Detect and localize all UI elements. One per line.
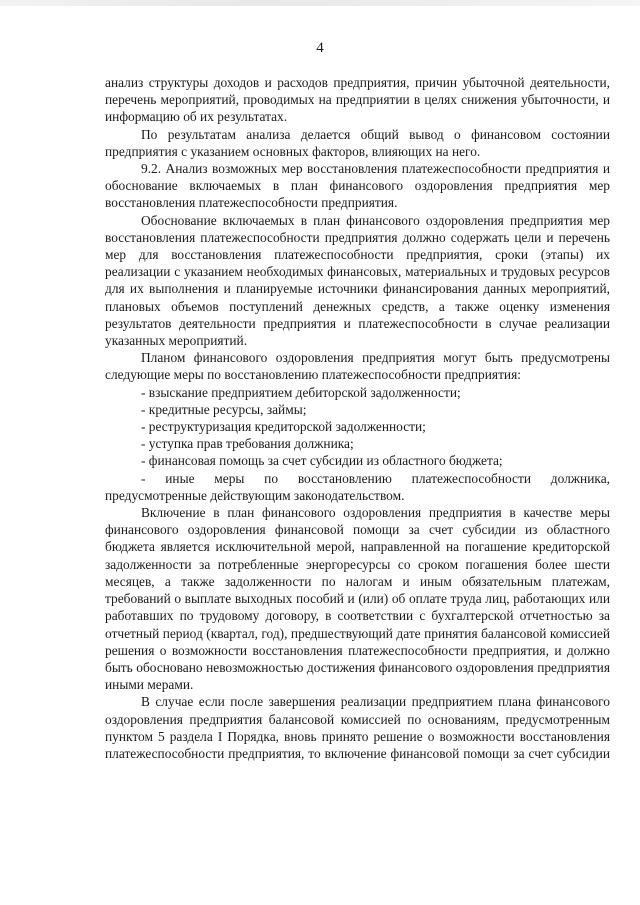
paragraph-subsidy-inclusion: Включение в план финансового оздоровления предприятия в качестве меры финансового оздоровления финансовой помощи за счет субсидии из областного бюджета является исключительной мерой, направленной на погашение кредиторской задолженности за потребленные энергоресурсы со сроком погашения более шести месяцев, а также задолженности по налогам и иным обязательным платежам, требований о выплате выходных пособий и (или) об оплате труда лиц, работающих или работавших по трудовому договору, в соответствии с бухгалтерской отчетностью за отчетный период (квартал, год), предшествующий дате принятия балансовой комиссией решения о возможности восстановления платежеспособности предприятия, и должно быть обосновано невозможностью достижения финансового оздоровления предприятия иными мерами. xyxy=(105,505,610,693)
paragraph-analysis-results: По результатам анализа делается общий вывод о финансовом состоянии предприятия с указанием основных факторов, влияющих на него. xyxy=(105,126,610,159)
paragraph-justification: Обоснование включаемых в план финансового оздоровления предприятия мер восстановления платежеспособности предприятия должно содержать цели и перечень мер для восстановления платежеспособности предприятия, сроки (этапы) их реализации с указанием необходимых финансовых, материальных и трудовых ресурсов для их выполнения и планируемые источники финансирования данных мероприятий, плановых объемов поступлений денежных средств, а также оценку изменения результатов деятельности предприятия и платежеспособности в случае реализации указанных мероприятий. xyxy=(105,212,610,349)
list-item-subsidy: - финансовая помощь за счет субсидии из областного бюджета; xyxy=(141,453,503,469)
list-item-receivables: - взыскание предприятием дебиторской задолженности; xyxy=(141,384,461,400)
paragraph-plan-measures-intro: Планом финансового оздоровления предприятия могут быть предусмотрены следующие меры по восстановлению платежеспособности предприятия: xyxy=(105,350,610,383)
paragraph-section-9-2: 9.2. Анализ возможных мер восстановления платежеспособности предприятия и обоснование включаемых в план финансового оздоровления предприятия мер восстановления платежеспособности предприятия. xyxy=(105,161,610,211)
page-number: 4 xyxy=(316,40,324,56)
list-item-assignment: - уступка прав требования должника; xyxy=(141,436,354,452)
list-item-other-measures: - иные меры по восстановлению платежеспособности должника, предусмотренные действующим законодательством. xyxy=(105,470,610,503)
paragraph-repeat-decision: В случае если после завершения реализации предприятием плана финансового оздоровления предприятия балансовой комиссией по основаниям, предусмотренным пунктом 5 раздела I Порядка, вновь принято решение о возможности восстановления платежеспособности предприятия, то включение финансовой помощи за счет субсидии xyxy=(105,694,610,761)
scan-top-edge xyxy=(0,0,640,6)
list-item-restructuring: - реструктуризация кредиторской задолженности; xyxy=(141,419,426,435)
document-body xyxy=(105,74,610,762)
list-item-credit: - кредитные ресурсы, займы; xyxy=(141,401,307,417)
paragraph-analysis-structure: анализ структуры доходов и расходов предприятия, причин убыточной деятельности, перечень мероприятий, проводимых на предприятии в целях снижения убыточности, и информацию об их результатах. xyxy=(105,75,610,125)
